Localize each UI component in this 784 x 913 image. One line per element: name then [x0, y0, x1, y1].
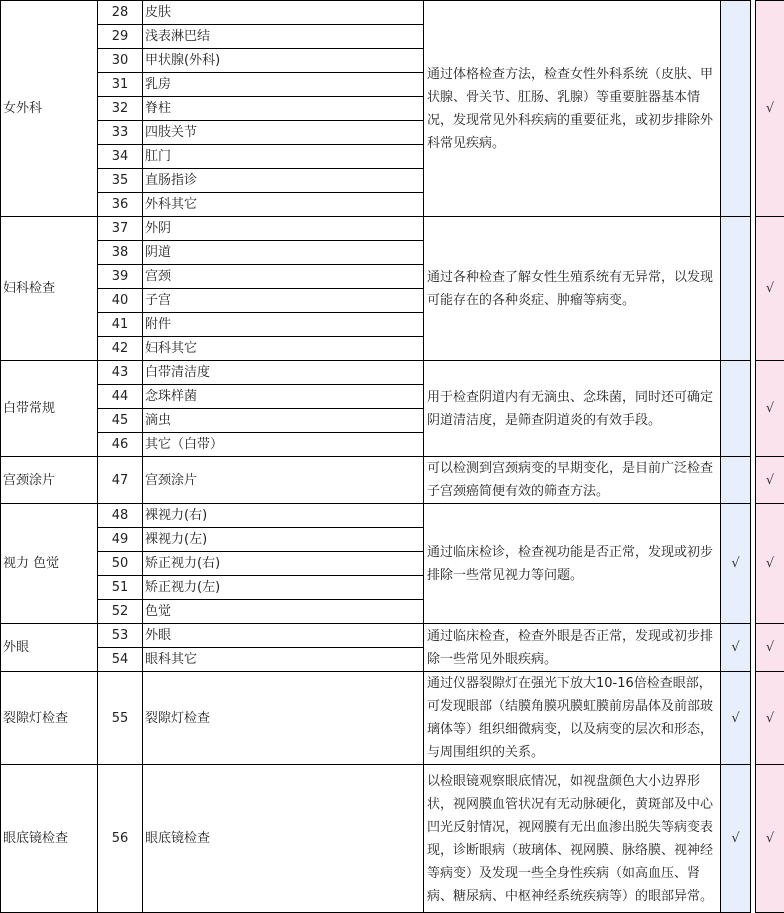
item-number: 44: [98, 385, 143, 409]
item-number: 42: [98, 337, 143, 361]
check-column-2: √: [756, 457, 784, 504]
item-number: 54: [98, 648, 143, 672]
item-name: 眼底镜检查: [143, 765, 424, 913]
item-number: 35: [98, 169, 143, 193]
item-number: 41: [98, 313, 143, 337]
check-column-2: √: [756, 361, 784, 457]
item-name: 其它（白带）: [143, 433, 424, 457]
check-column-1: [721, 457, 751, 504]
item-name: 眼科其它: [143, 648, 424, 672]
table-row: [1, 624, 784, 648]
check-column-1: √: [721, 765, 751, 913]
item-name: 色觉: [143, 600, 424, 624]
item-number: 46: [98, 433, 143, 457]
check-column-1: [721, 217, 751, 361]
item-name: 矫正视力(左): [143, 576, 424, 600]
description-cell: 通过临床检诊，检查视功能是否正常，发现或初步排除一些常见视力等问题。: [424, 504, 721, 624]
table-row: [1, 217, 784, 241]
item-name: 附件: [143, 313, 424, 337]
item-number: 48: [98, 504, 143, 528]
item-name: 甲状腺(外科): [143, 49, 424, 73]
item-number: 30: [98, 49, 143, 73]
check-column-1: √: [721, 672, 751, 765]
item-number: 37: [98, 217, 143, 241]
check-column-1: √: [721, 504, 751, 624]
item-number: 39: [98, 265, 143, 289]
check-column-2: √: [756, 765, 784, 913]
item-name: 阴道: [143, 241, 424, 265]
item-number: 55: [98, 672, 143, 765]
item-name: 外科其它: [143, 193, 424, 217]
table-row: [1, 765, 784, 913]
item-name: 直肠指诊: [143, 169, 424, 193]
item-number: 43: [98, 361, 143, 385]
item-number: 32: [98, 97, 143, 121]
item-name: 宫颈涂片: [143, 457, 424, 504]
item-name: 裸视力(右): [143, 504, 424, 528]
category-cell: 裂隙灯检查: [1, 672, 98, 765]
table-row: [1, 457, 784, 504]
item-name: 外阴: [143, 217, 424, 241]
item-number: 40: [98, 289, 143, 313]
check-column-1: [721, 1, 751, 217]
item-number: 56: [98, 765, 143, 913]
item-number: 31: [98, 73, 143, 97]
category-cell: 宫颈涂片: [1, 457, 98, 504]
item-number: 50: [98, 552, 143, 576]
item-name: 浅表淋巴结: [143, 25, 424, 49]
item-number: 29: [98, 25, 143, 49]
check-column-2: √: [756, 1, 784, 217]
table-row: [1, 361, 784, 385]
check-column-2: √: [756, 504, 784, 624]
item-name: 脊柱: [143, 97, 424, 121]
item-name: 肛门: [143, 145, 424, 169]
item-number: 47: [98, 457, 143, 504]
item-name: 裸视力(左): [143, 528, 424, 552]
category-cell: 女外科: [1, 1, 98, 217]
category-cell: 妇科检查: [1, 217, 98, 361]
description-cell: 通过临床检查，检查外眼是否正常，发现或初步排除一些常见外眼疾病。: [424, 624, 721, 672]
item-name: 裂隙灯检查: [143, 672, 424, 765]
item-number: 36: [98, 193, 143, 217]
check-column-2: √: [756, 217, 784, 361]
item-name: 滴虫: [143, 409, 424, 433]
item-number: 33: [98, 121, 143, 145]
item-number: 52: [98, 600, 143, 624]
description-cell: 通过仪器裂隙灯在强光下放大10-16倍检查眼部，可发现眼部（结膜角膜巩膜虹膜前房晶体及前部玻璃体等）组织细微病变，以及病变的层次和形态，与周围组织的关系。: [424, 672, 721, 765]
item-name: 四肢关节: [143, 121, 424, 145]
item-name: 念珠样菌: [143, 385, 424, 409]
item-number: 45: [98, 409, 143, 433]
item-name: 外眼: [143, 624, 424, 648]
check-column-1: √: [721, 624, 751, 672]
description-cell: 以检眼镜观察眼底情况，如视盘颜色大小边界形状，视网膜血管状况有无动脉硬化，黄斑部及中心凹光反射情况，视网膜有无出血渗出脱失等病变表现，诊断眼病（玻璃体、视网膜、脉络膜、视神经等病变）及发现一些全身性疾病（如高血压、肾病、糖尿病、中枢神经系统疾病等）的眼部异常。: [424, 765, 721, 913]
category-cell: 白带常规: [1, 361, 98, 457]
description-cell: 用于检查阴道内有无滴虫、念珠菌，同时还可确定阴道清洁度，是筛查阴道炎的有效手段。: [424, 361, 721, 457]
item-name: 子宫: [143, 289, 424, 313]
table-row: [1, 504, 784, 528]
description-cell: 可以检测到宫颈病变的早期变化，是目前广泛检查子宫颈癌简便有效的筛查方法。: [424, 457, 721, 504]
check-column-1: [721, 361, 751, 457]
item-number: 34: [98, 145, 143, 169]
item-name: 矫正视力(右): [143, 552, 424, 576]
item-number: 51: [98, 576, 143, 600]
item-name: 乳房: [143, 73, 424, 97]
item-number: 49: [98, 528, 143, 552]
table-row: [1, 672, 784, 765]
category-cell: 眼底镜检查: [1, 765, 98, 913]
description-cell: 通过各种检查了解女性生殖系统有无异常，以发现可能存在的各种炎症、肿瘤等病变。: [424, 217, 721, 361]
item-name: 妇科其它: [143, 337, 424, 361]
description-cell: 通过体格检查方法，检查女性外科系统（皮肤、甲状腺、骨关节、肛肠、乳腺）等重要脏器基本情况，发现常见外科疾病的重要征兆，或初步排除外科常见疾病。: [424, 1, 721, 217]
category-cell: 视力 色觉: [1, 504, 98, 624]
check-column-2: √: [756, 624, 784, 672]
table-row: [1, 1, 784, 25]
check-column-2: √: [756, 672, 784, 765]
item-number: 53: [98, 624, 143, 648]
item-number: 28: [98, 1, 143, 25]
category-cell: 外眼: [1, 624, 98, 672]
item-name: 白带清洁度: [143, 361, 424, 385]
item-number: 38: [98, 241, 143, 265]
item-name: 皮肤: [143, 1, 424, 25]
item-name: 宫颈: [143, 265, 424, 289]
